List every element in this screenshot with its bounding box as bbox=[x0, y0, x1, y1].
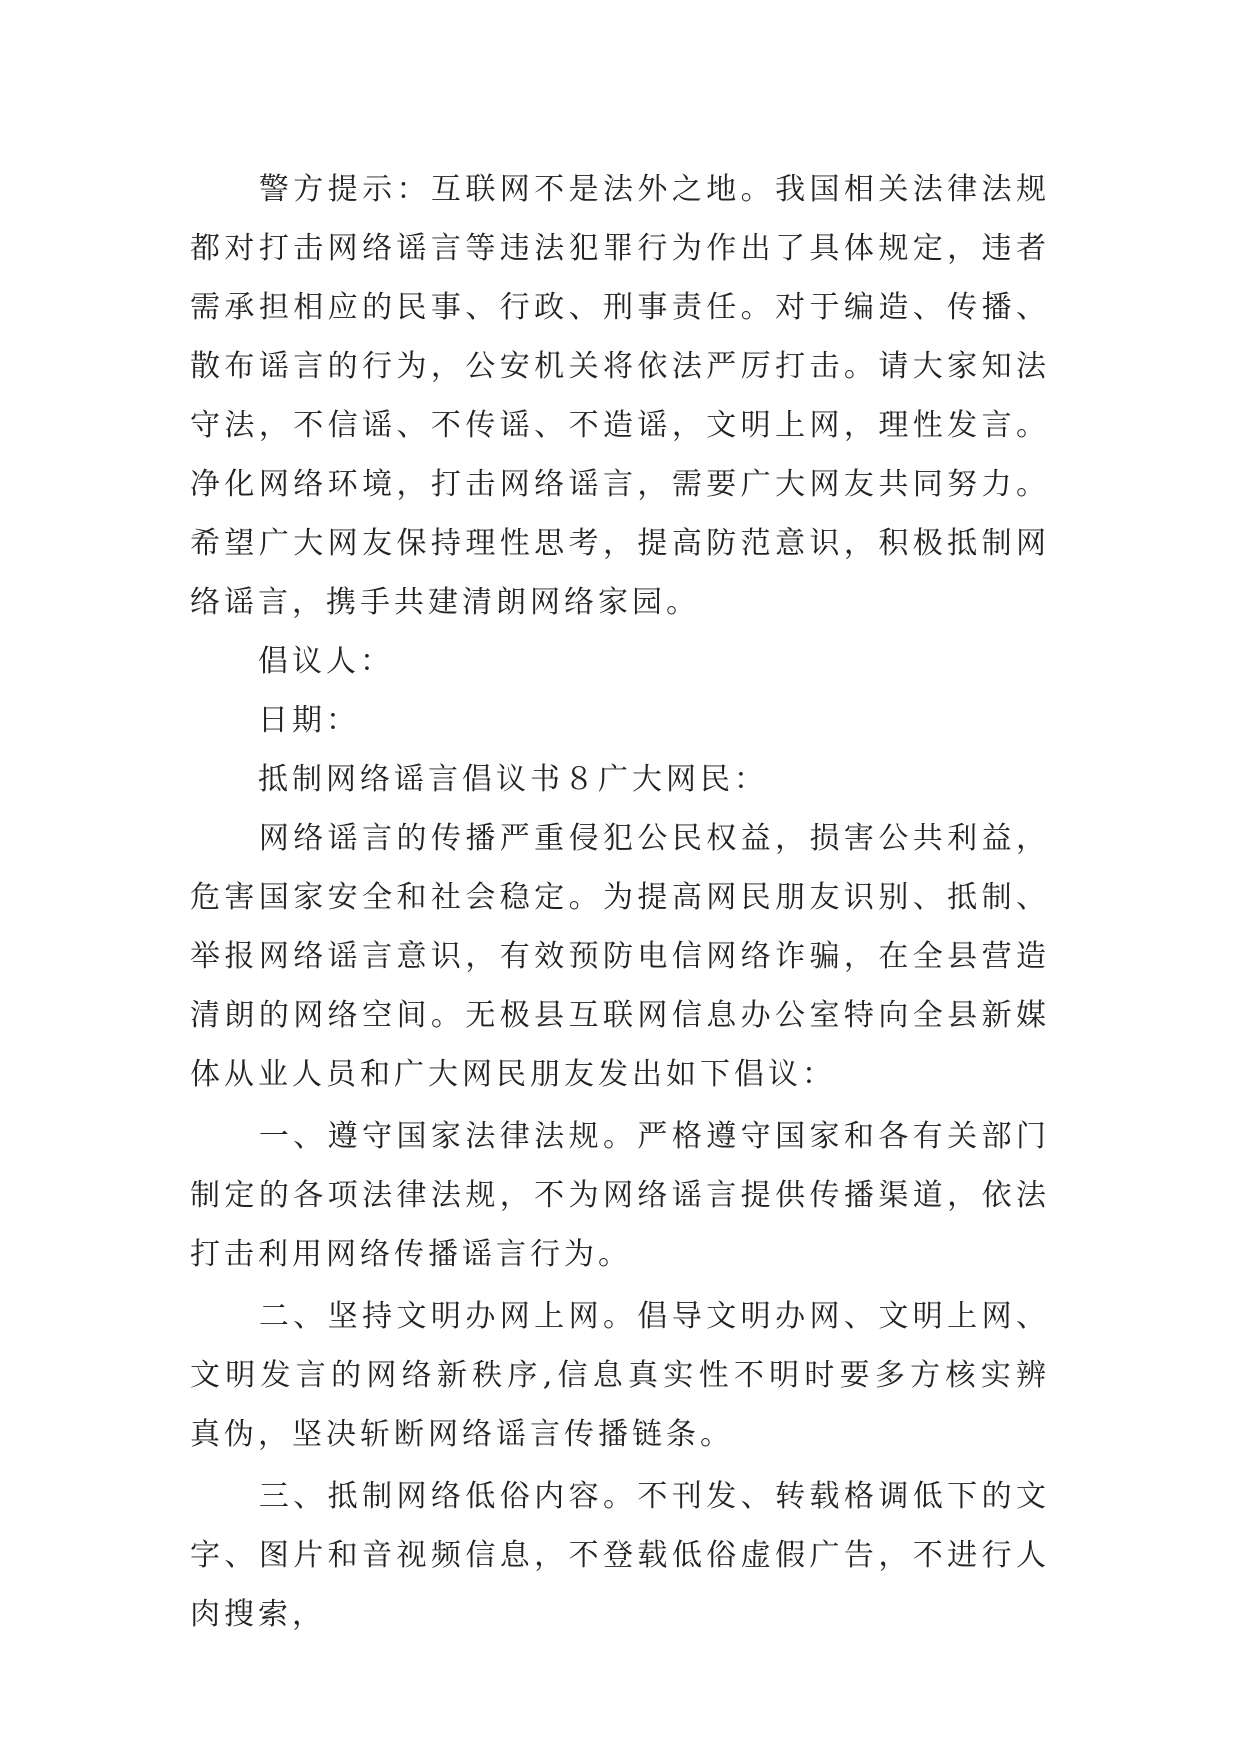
paragraph-item-1: 一、遵守国家法律法规。严格遵守国家和各有关部门制定的各项法律法规，不为网络谣言提供传播渠道，依法打击利用网络传播谣言行为。 bbox=[190, 1119, 1050, 1272]
paragraph-item-2: 二、坚持文明办网上网。倡导文明办网、文明上网、文明发言的网络新秩序,信息真实性不明时要多方核实辨真伪，坚决斩断网络谣言传播链条。 bbox=[190, 1299, 1050, 1452]
document-body bbox=[190, 160, 1050, 1644]
paragraph-intro: 网络谣言的传播严重侵犯公民权益，损害公共利益，危害国家安全和社会稳定。为提高网民朋友识别、抵制、举报网络谣言意识，有效预防电信网络诈骗，在全县营造清朗的网络空间。无极县互联网信息办公室特向全县新媒体从业人员和广大网民朋友发出如下倡议： bbox=[190, 821, 1050, 1092]
paragraph-item-3: 三、抵制网络低俗内容。不刊发、转载格调低下的文字、图片和音视频信息，不登载低俗虚假广告，不进行人肉搜索， bbox=[190, 1479, 1050, 1632]
paragraph-date: 日期： bbox=[190, 703, 360, 738]
paragraph-proposal-heading: 抵制网络谣言倡议书８广大网民： bbox=[190, 762, 768, 797]
paragraph-police-notice: 警方提示：互联网不是法外之地。我国相关法律法规都对打击网络谣言等违法犯罪行为作出了具体规定，违者需承担相应的民事、行政、刑事责任。对于编造、传播、散布谣言的行为，公安机关将依法严厉打击。请大家知法守法，不信谣、不传谣、不造谣，文明上网，理性发言。净化网络环境，打击网络谣言，需要广大网友共同努力。希望广大网友保持理性思考，提高防范意识，积极抵制网络谣言，携手共建清朗网络家园。 bbox=[190, 172, 1050, 620]
paragraph-initiator: 倡议人： bbox=[190, 644, 394, 679]
